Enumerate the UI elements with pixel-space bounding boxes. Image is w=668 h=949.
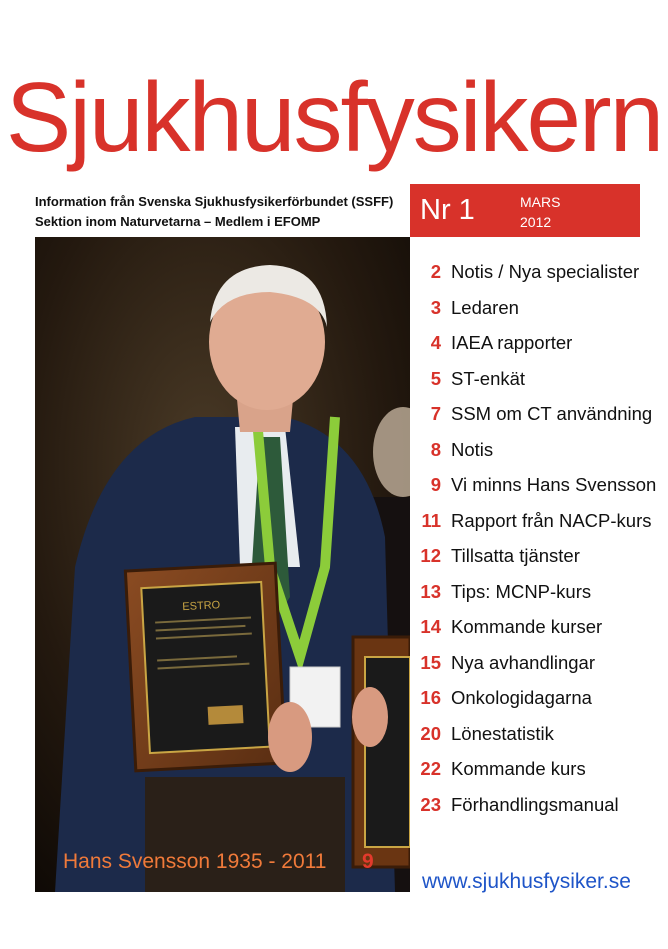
toc-page: 4: [430, 332, 441, 353]
toc-title: Kommande kurser: [451, 616, 603, 637]
publisher-info: [35, 192, 393, 232]
toc-page: 5: [430, 367, 441, 389]
toc-item[interactable]: [415, 437, 655, 473]
publisher-info-line1: Information från Svenska Sjukhusfysikerförbundet (SSFF): [35, 194, 394, 209]
plaque-label: ESTRO: [182, 599, 221, 614]
toc-item[interactable]: [415, 792, 655, 828]
toc-page: 16: [420, 687, 441, 708]
toc-item[interactable]: [415, 472, 655, 508]
issue-number: Nr 1: [420, 194, 475, 226]
toc-title: ST-enkät: [451, 367, 526, 389]
cover-photo: [35, 237, 410, 892]
toc-item[interactable]: [415, 579, 655, 615]
toc-item[interactable]: [415, 650, 655, 686]
toc-page: 23: [420, 793, 441, 815]
toc-title: Vi minns Hans Svensson: [451, 474, 657, 495]
table-of-contents: [415, 259, 655, 827]
issue-box: [410, 184, 640, 237]
toc-title: Onkologidagarna: [451, 687, 592, 708]
toc-page: 3: [430, 296, 441, 318]
toc-item[interactable]: [415, 685, 655, 721]
toc-item[interactable]: [415, 401, 655, 437]
toc-title: Kommande kurs: [451, 758, 586, 779]
toc-title: IAEA rapporter: [451, 332, 573, 353]
toc-item[interactable]: [415, 756, 655, 792]
toc-item[interactable]: [415, 330, 655, 366]
toc-item[interactable]: [415, 508, 655, 544]
toc-page: 15: [420, 651, 441, 673]
toc-page: 12: [420, 545, 441, 566]
toc-page: 7: [430, 403, 441, 424]
toc-item[interactable]: [415, 614, 655, 650]
cover-photo-illustration: [35, 237, 410, 892]
toc-title: Förhandlingsmanual: [451, 793, 619, 815]
issue-month: MARS: [520, 194, 561, 210]
toc-item[interactable]: [415, 721, 655, 757]
toc-page: 22: [420, 758, 441, 779]
toc-item[interactable]: [415, 295, 655, 331]
photo-caption-page: 9: [362, 850, 374, 873]
issue-year: 2012: [520, 214, 552, 230]
toc-title: Tillsatta tjänster: [451, 545, 580, 566]
toc-page: 14: [420, 616, 441, 637]
toc-title: Nya avhandlingar: [451, 651, 595, 673]
toc-title: Lönestatistik: [451, 722, 554, 744]
toc-title: Ledaren: [451, 296, 519, 318]
toc-page: 9: [430, 474, 441, 495]
toc-title: Rapport från NACP-kurs: [451, 509, 652, 531]
toc-title: Tips: MCNP-kurs: [451, 580, 592, 602]
toc-page: 2: [430, 261, 441, 282]
publisher-info-line2: Sektion inom Naturvetarna – Medlem i EFOMP: [35, 214, 321, 229]
website-link[interactable]: www.sjukhusfysiker.se: [422, 870, 631, 893]
toc-item[interactable]: [415, 543, 655, 579]
toc-page: 11: [421, 509, 441, 531]
toc-item[interactable]: [415, 366, 655, 402]
magazine-title: Sjukhusfysikern: [5, 62, 663, 172]
toc-page: 8: [430, 438, 441, 460]
toc-page: 13: [420, 580, 441, 602]
toc-title: Notis / Nya specialister: [451, 261, 640, 282]
toc-item[interactable]: [415, 259, 655, 295]
toc-title: SSM om CT användning: [451, 403, 653, 424]
toc-page: 20: [420, 722, 441, 744]
toc-title: Notis: [451, 438, 494, 460]
photo-caption: Hans Svensson 1935 - 2011: [63, 850, 327, 873]
